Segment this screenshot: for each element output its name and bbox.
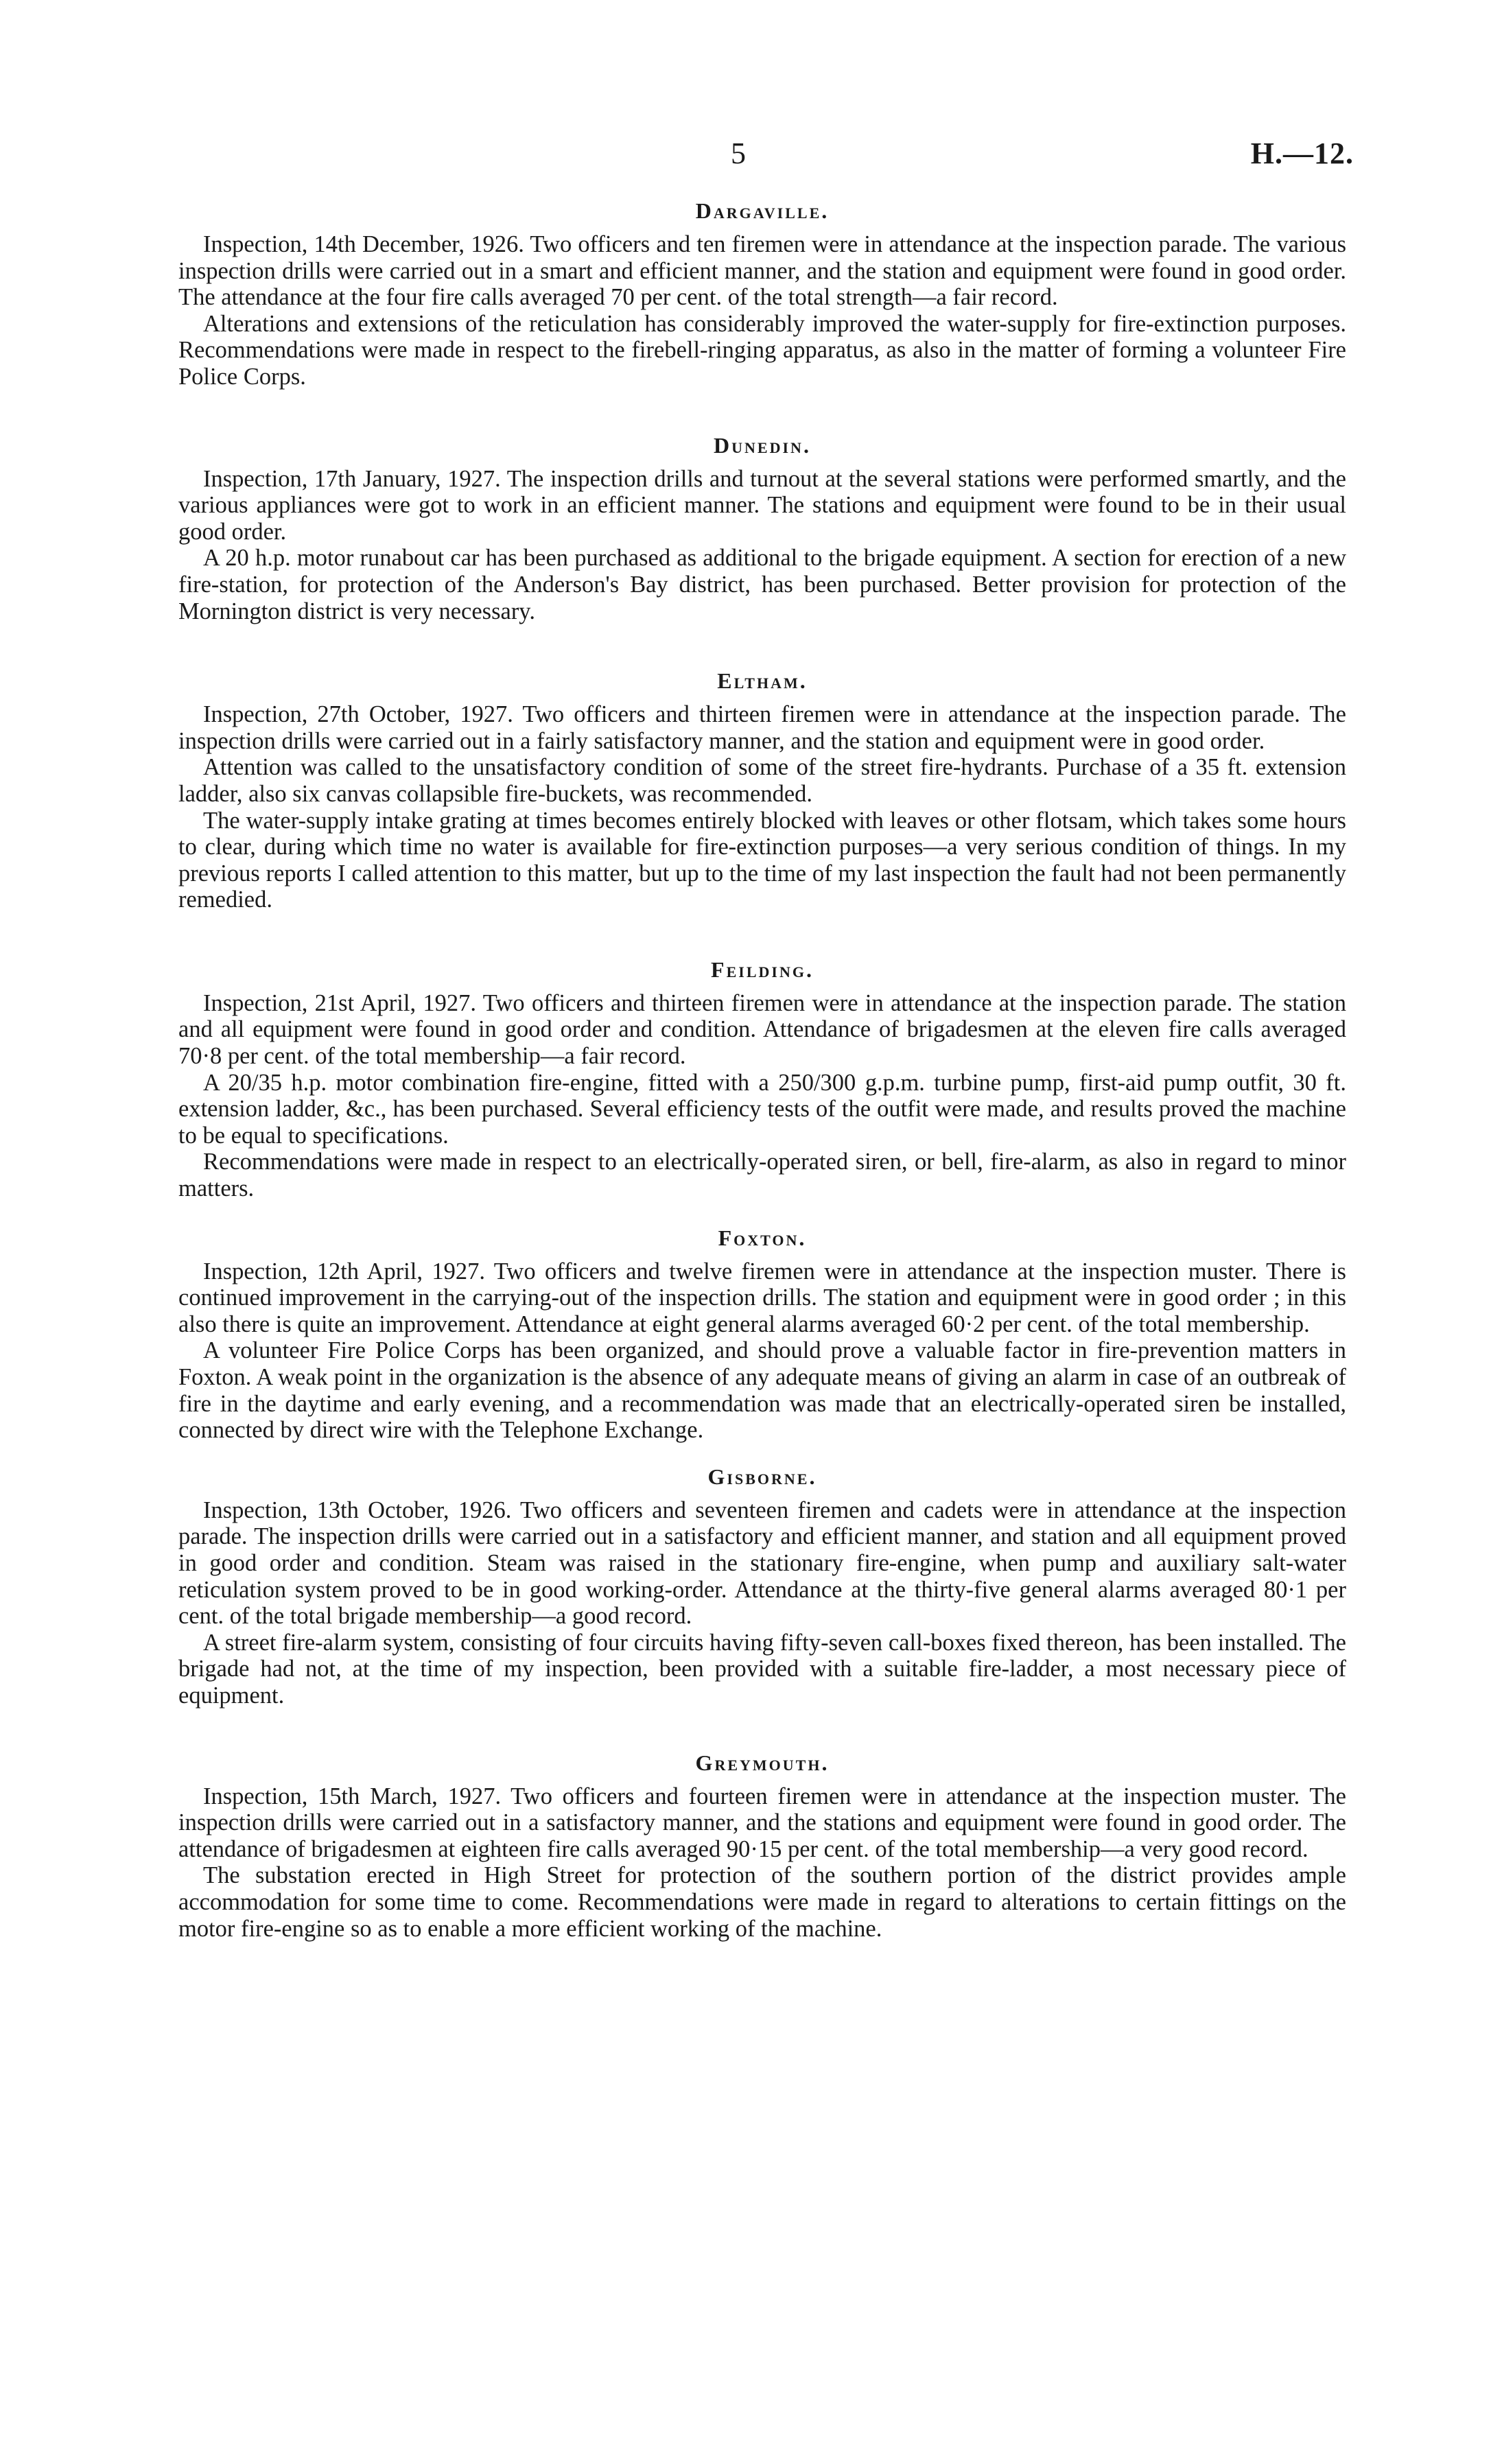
section-heading: Greymouth. bbox=[695, 1750, 830, 1775]
section-heading: Dargaville. bbox=[695, 198, 830, 223]
paragraph: Inspection, 17th January, 1927. The inspection drills and turnout at the several stations were performed smartly, and the various appliances were got to work in an efficient manner. The stations and equipment were found to be in their usual good order. bbox=[178, 465, 1346, 545]
paragraph: Recommendations were made in respect to an electrically-operated siren, or bell, fire-alarm, as also in regard to minor matters. bbox=[178, 1149, 1346, 1202]
section-greymouth bbox=[178, 1748, 1346, 1943]
paragraph: Alterations and extensions of the reticulation has considerably improved the water-supply for fire-extinction purposes. Recommendations were made in respect to the firebell-ringing apparatus, as also in the matter of forming a volunteer Fire Police Corps. bbox=[178, 310, 1346, 390]
paragraph: The water-supply intake grating at times becomes entirely blocked with leaves or other flotsam, which takes some hours to clear, during which time no water is available for fire-extinction purposes—a very serious condition of things. In my previous reports I called attention to this matter, but up to the time of my last inspection the fault had not been permanently remedied. bbox=[178, 807, 1346, 913]
paragraph: A volunteer Fire Police Corps has been organized, and should prove a valuable factor in fire-prevention matters in Foxton. A weak point in the organization is the absence of any adequate means of giving an alarm in case of an outbreak of fire in the daytime and early evening, and a recommendation was made that an electrically-operated siren be installed, connected by direct wire with the Telephone Exchange. bbox=[178, 1337, 1346, 1444]
page-header bbox=[0, 136, 1491, 177]
paragraph: Inspection, 21st April, 1927. Two officers and thirteen firemen were in attendance at the inspection parade. The station and all equipment were found in good order and condition. Attendance of brigadesmen at the eleven fire calls averaged 70·8 per cent. of the total membership—a fair record. bbox=[178, 989, 1346, 1070]
section-foxton bbox=[178, 1223, 1346, 1444]
paragraph: Attention was called to the unsatisfactory condition of some of the street fire-hydrants. Purchase of a 35 ft. extension ladder, also six canvas collapsible fire-buckets, was recommended. bbox=[178, 754, 1346, 807]
paragraph: The substation erected in High Street for protection of the southern portion of the district provides ample accommodation for some time to come. Recommendations were made in regard to alterations to certain fittings on the motor fire-engine so as to enable a more efficient working of the machine. bbox=[178, 1862, 1346, 1942]
paragraph: A 20 h.p. motor runabout car has been purchased as additional to the brigade equipment. A section for erection of a new fire-station, for protection of the Anderson's Bay district, has been purchased. Better provision for protection of the Mornington district is very necessary. bbox=[178, 545, 1346, 624]
document-reference: H.—12. bbox=[1250, 137, 1354, 170]
section-eltham bbox=[178, 666, 1346, 913]
report-body bbox=[178, 196, 1346, 1942]
section-heading: Eltham. bbox=[717, 668, 808, 694]
paragraph: Inspection, 14th December, 1926. Two officers and ten firemen were in attendance at the inspection parade. The various inspection drills were carried out in a smart and efficient manner, and the station and equipment were found in good order. The attendance at the four fire calls averaged 70 per cent. of the total strength—a fair record. bbox=[178, 231, 1346, 311]
section-heading: Gisborne. bbox=[707, 1464, 817, 1489]
section-dargaville bbox=[178, 196, 1346, 390]
section-heading: Foxton. bbox=[718, 1225, 807, 1250]
section-heading: Feilding. bbox=[711, 957, 814, 982]
paragraph: Inspection, 15th March, 1927. Two officers and fourteen firemen were in attendance at the inspection muster. The inspection drills were carried out in a satisfactory manner, and the stations and equipment were found in good order. The attendance of brigadesmen at eighteen fire calls averaged 90·15 per cent. of the total membership—a very good record. bbox=[178, 1783, 1346, 1862]
paragraph: Inspection, 12th April, 1927. Two officers and twelve firemen were in attendance at the inspection muster. There is continued improvement in the carrying-out of the inspection drills. The station and equipment were in good order ; in this also there is quite an improvement. Attendance at eight general alarms averaged 60·2 per cent. of the total membership. bbox=[178, 1258, 1346, 1337]
paragraph: A street fire-alarm system, consisting of four circuits having fifty-seven call-boxes fixed thereon, has been installed. The brigade had not, at the time of my inspection, been provided with a suitable fire-ladder, a most necessary piece of equipment. bbox=[178, 1629, 1346, 1709]
paragraph: A 20/35 h.p. motor combination fire-engine, fitted with a 250/300 g.p.m. turbine pump, first-aid pump outfit, 30 ft. extension ladder, &c., has been purchased. Several efficiency tests of the outfit were made, and results proved the machine to be equal to specifications. bbox=[178, 1069, 1346, 1149]
section-feilding bbox=[178, 954, 1346, 1202]
section-gisborne bbox=[178, 1462, 1346, 1709]
section-dunedin bbox=[178, 430, 1346, 625]
section-heading: Dunedin. bbox=[714, 432, 811, 458]
page-number: 5 bbox=[731, 137, 746, 170]
paragraph: Inspection, 13th October, 1926. Two officers and seventeen firemen and cadets were in attendance at the inspection parade. The inspection drills were carried out in a satisfactory and efficient manner, and station and all equipment proved in good order and condition. Steam was raised in the stationary fire-engine, when pump and auxiliary salt-water reticulation system proved to be in good working-order. Attendance at the thirty-five general alarms averaged 80·1 per cent. of the total brigade membership—a good record. bbox=[178, 1497, 1346, 1630]
paragraph: Inspection, 27th October, 1927. Two officers and thirteen firemen were in attendance at the inspection parade. The inspection drills were carried out in a fairly satisfactory manner, and the station and equipment were in good order. bbox=[178, 701, 1346, 754]
